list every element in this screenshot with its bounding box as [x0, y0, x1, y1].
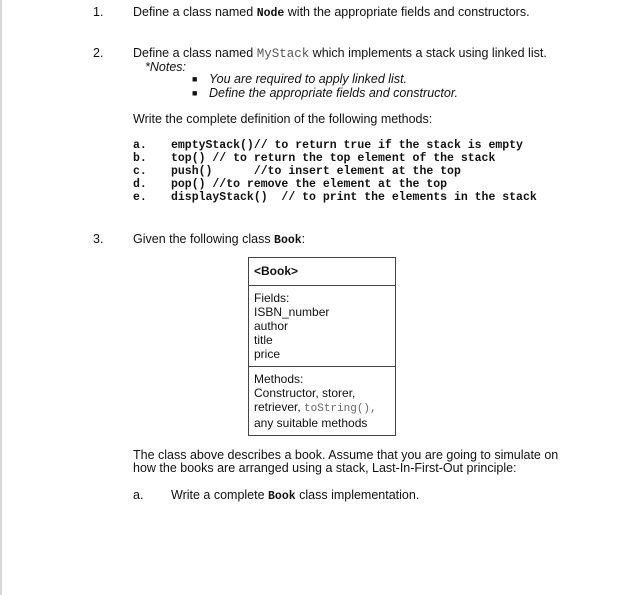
uml-field: author: [254, 319, 289, 333]
q2-text-post: which implements a stack using linked list.: [309, 46, 547, 60]
q3-sub-class: Book: [268, 490, 296, 503]
q3-sub-text-post: class implementation.: [295, 488, 420, 502]
method-code-b: top() // to return the top element of the stack: [171, 152, 496, 165]
uml-field: ISBN_number: [254, 305, 330, 319]
method-letter-c: c.: [133, 165, 147, 178]
uml-class-diagram: [248, 257, 396, 436]
method-letter-a: a.: [133, 139, 147, 152]
uml-methods-line: Constructor, storer,: [254, 386, 356, 400]
q2-number: 2.: [93, 46, 104, 60]
uml-methods-line: [254, 400, 390, 416]
method-code-c: push() //to insert element at the top: [171, 165, 461, 178]
q1-text: [133, 5, 530, 20]
q2-class-name: MyStack: [256, 47, 310, 61]
q3-description-line-2: how the books are arranged using a stack, Last-In-First-Out principle:: [133, 461, 517, 475]
q3-text-post: :: [301, 232, 306, 246]
q2-text: [133, 46, 547, 61]
uml-methods-line-text: retriever,: [254, 400, 305, 414]
uml-methods-line: any suitable methods: [254, 416, 368, 430]
q3-class-name: Book: [274, 234, 302, 247]
uml-fields-section: [249, 286, 395, 367]
bullet-icon: ■: [192, 88, 198, 98]
uml-header: <Book>: [249, 258, 395, 286]
q3-text: [133, 232, 305, 247]
q1-text-pre: Define a class named: [133, 5, 257, 19]
method-code-d: pop() //to remove the element at the top: [171, 178, 448, 191]
q2-notes-label: *Notes:: [145, 60, 186, 74]
uml-fields-label: Fields:: [254, 291, 290, 305]
q3-sub-text: [171, 488, 419, 503]
method-letter-b: b.: [133, 152, 147, 165]
bullet-icon: ■: [192, 74, 198, 84]
q2-text-pre: Define a class named: [133, 46, 257, 60]
q2-methods-intro: Write the complete definition of the following methods:: [133, 112, 433, 126]
method-letter-e: e.: [133, 191, 147, 204]
uml-methods-section: [249, 367, 395, 435]
method-code-e: displayStack() // to print the elements in the stack: [171, 191, 537, 204]
q1-number: 1.: [93, 5, 104, 19]
q3-sub-letter: a.: [133, 488, 144, 502]
q1-text-post: with the appropriate fields and constructors.: [284, 5, 530, 19]
method-code-a: emptyStack()// to return true if the stack is empty: [171, 139, 523, 152]
uml-field: price: [254, 347, 281, 361]
q3-number: 3.: [93, 232, 104, 246]
q3-text-pre: Given the following class: [133, 232, 275, 246]
uml-field: title: [254, 333, 273, 347]
q3-description-line-1: The class above describes a book. Assume that you are going to simulate on: [133, 448, 559, 462]
q2-note-1: You are required to apply linked list.: [209, 72, 408, 86]
method-letter-d: d.: [133, 178, 147, 191]
q2-note-2: Define the appropriate fields and constructor.: [209, 86, 458, 100]
uml-methods-label: Methods:: [254, 372, 304, 386]
page-left-border: [0, 0, 2, 595]
q1-class-name: Node: [256, 7, 285, 20]
q3-sub-text-pre: Write a complete: [171, 488, 269, 502]
uml-tostring-code: toString(),: [304, 403, 377, 415]
